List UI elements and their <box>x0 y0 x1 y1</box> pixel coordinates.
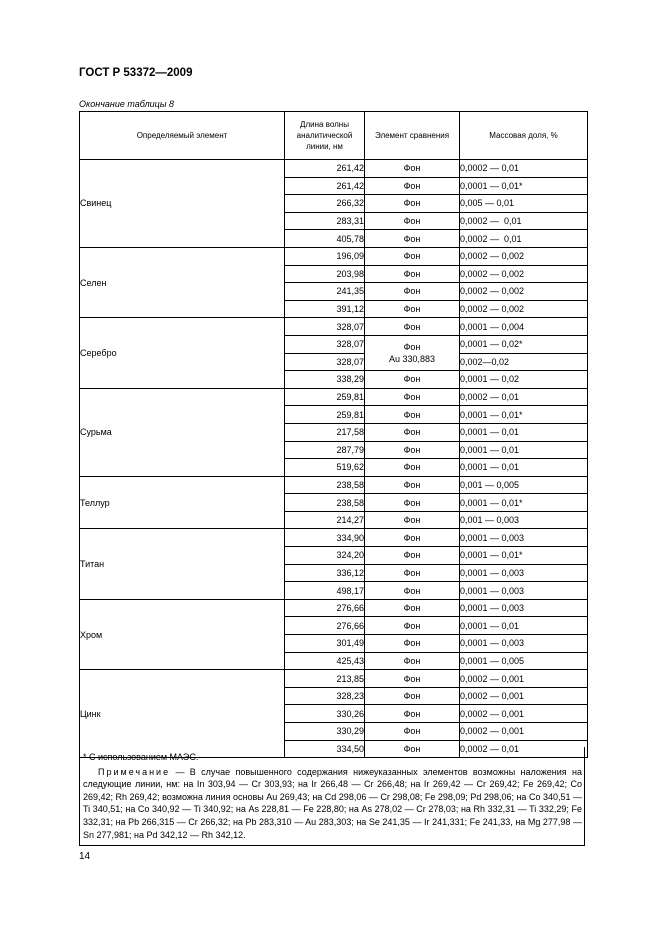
table-caption: Окончание таблицы 8 <box>79 99 174 109</box>
reference-cell: Фон <box>365 582 460 600</box>
reference-cell: Фон <box>365 300 460 318</box>
wavelength-cell: 324,20 <box>285 547 365 565</box>
reference-cell: Фон Au 330,883 <box>365 335 460 370</box>
mass-fraction-cell: 0,0001 — 0,003 <box>460 564 588 582</box>
mass-fraction-cell: 0,002—0,02 <box>460 353 588 371</box>
wavelength-cell: 261,42 <box>285 160 365 178</box>
mass-fraction-cell: 0,0002 — 0,001 <box>460 670 588 688</box>
mass-fraction-cell: 0,0001 — 0,02* <box>460 335 588 353</box>
wavelength-cell: 241,35 <box>285 283 365 301</box>
element-name: Цинк <box>80 670 285 758</box>
wavelength-cell: 498,17 <box>285 582 365 600</box>
mass-fraction-cell: 0,0001 — 0,004 <box>460 318 588 336</box>
reference-cell: Фон <box>365 406 460 424</box>
reference-cell: Фон <box>365 160 460 178</box>
document-header: ГОСТ Р 53372—2009 <box>79 67 193 79</box>
reference-cell: Фон <box>365 740 460 758</box>
element-name: Титан <box>80 529 285 599</box>
wavelength-cell: 214,27 <box>285 511 365 529</box>
mass-fraction-cell: 0,005 — 0,01 <box>460 195 588 213</box>
reference-cell: Фон <box>365 247 460 265</box>
wavelength-cell: 405,78 <box>285 230 365 248</box>
footnote-star: * С использованием МАЭС. <box>83 752 199 762</box>
wavelength-cell: 338,29 <box>285 371 365 389</box>
table-row <box>80 388 588 406</box>
wavelength-cell: 328,07 <box>285 353 365 371</box>
wavelength-cell: 330,29 <box>285 723 365 741</box>
header-wavelength: Длина волны аналитической линии, нм <box>285 112 365 160</box>
mass-fraction-cell: 0,0002 — 0,01 <box>460 160 588 178</box>
wavelength-cell: 328,07 <box>285 318 365 336</box>
mass-fraction-cell: 0,0001 — 0,01* <box>460 406 588 424</box>
wavelength-cell: 336,12 <box>285 564 365 582</box>
wavelength-cell: 287,79 <box>285 441 365 459</box>
wavelength-cell: 391,12 <box>285 300 365 318</box>
table-row <box>80 529 588 547</box>
reference-cell: Фон <box>365 212 460 230</box>
wavelength-cell: 283,31 <box>285 212 365 230</box>
reference-cell: Фон <box>365 177 460 195</box>
mass-fraction-cell: 0,0001 — 0,01 <box>460 459 588 477</box>
note-text: — В случае повышенного содержания нижеуказанных элементов возможны наложения на следующие линии, нм: на In 303,94 — Cr 303,93; на Ir 266,48 — Cr 266,48; на Ir 269,42 — Cr 269,42; Fe 269,42; Co 269,42; Rh 269,42; возможна линия основы Au 269,43; на Cd 298,06 — Cr 298,08; Fe 298,09; Pd 298,06; на Co 340,51 — Ti 340,51; на Co 340,92 — Ti 340,92; на As 228,81 — Fe 228,80; на As 278,02 — Cr 278,03; на Rh 332,31 — Ti 332,29; Fe 332,31; на Pb 266,315 — Cr 266,32; на Pb 283,310 — Au 283,303; на Se 241,35 — Ir 241,331; Fe 241,33, на Mg 277,98 — Sn 277,981; на Pd 342,12 — Rh 342,12. <box>83 766 582 840</box>
mass-fraction-cell: 0,0002 — 0,01 <box>460 230 588 248</box>
header-reference: Элемент сравнения <box>365 112 460 160</box>
wavelength-cell: 196,09 <box>285 247 365 265</box>
reference-cell: Фон <box>365 687 460 705</box>
element-name: Серебро <box>80 318 285 388</box>
wavelength-cell: 276,66 <box>285 617 365 635</box>
reference-cell: Фон <box>365 441 460 459</box>
table-footnotes <box>79 747 585 846</box>
mass-fraction-cell: 0,0001 — 0,003 <box>460 599 588 617</box>
reference-cell: Фон <box>365 371 460 389</box>
wavelength-cell: 217,58 <box>285 423 365 441</box>
mass-fraction-cell: 0,0002 — 0,01 <box>460 388 588 406</box>
element-name: Сурьма <box>80 388 285 476</box>
mass-fraction-cell: 0,0001 — 0,01 <box>460 423 588 441</box>
wavelength-cell: 334,50 <box>285 740 365 758</box>
wavelength-cell: 334,90 <box>285 529 365 547</box>
mass-fraction-cell: 0,0001 — 0,01* <box>460 494 588 512</box>
header-element: Определяемый элемент <box>80 112 285 160</box>
table-row <box>80 599 588 617</box>
mass-fraction-cell: 0,0002 — 0,01 <box>460 740 588 758</box>
reference-cell: Фон <box>365 635 460 653</box>
mass-fraction-cell: 0,0001 — 0,01 <box>460 441 588 459</box>
table-row <box>80 247 588 265</box>
reference-cell: Фон <box>365 318 460 336</box>
mass-fraction-cell: 0,0001 — 0,01* <box>460 177 588 195</box>
table-body <box>80 160 588 758</box>
reference-cell: Фон <box>365 230 460 248</box>
mass-fraction-cell: 0,0002 — 0,001 <box>460 723 588 741</box>
mass-fraction-cell: 0,0001 — 0,02 <box>460 371 588 389</box>
reference-cell: Фон <box>365 459 460 477</box>
wavelength-cell: 213,85 <box>285 670 365 688</box>
wavelength-cell: 203,98 <box>285 265 365 283</box>
mass-fraction-cell: 0,0002 — 0,001 <box>460 687 588 705</box>
mass-fraction-cell: 0,001 — 0,005 <box>460 476 588 494</box>
reference-cell: Фон <box>365 652 460 670</box>
mass-fraction-cell: 0,0001 — 0,003 <box>460 635 588 653</box>
mass-fraction-cell: 0,0001 — 0,003 <box>460 529 588 547</box>
reference-cell: Фон <box>365 670 460 688</box>
wavelength-cell: 425,43 <box>285 652 365 670</box>
wavelength-cell: 328,07 <box>285 335 365 353</box>
wavelength-cell: 328,23 <box>285 687 365 705</box>
wavelength-cell: 330,26 <box>285 705 365 723</box>
mass-fraction-cell: 0,0001 — 0,01* <box>460 547 588 565</box>
reference-cell: Фон <box>365 564 460 582</box>
mass-fraction-cell: 0,0002 — 0,002 <box>460 247 588 265</box>
table-row <box>80 670 588 688</box>
reference-cell: Фон <box>365 265 460 283</box>
reference-cell: Фон <box>365 388 460 406</box>
element-name: Селен <box>80 247 285 317</box>
element-name: Теллур <box>80 476 285 529</box>
reference-cell: Фон <box>365 529 460 547</box>
table-row <box>80 160 588 178</box>
mass-fraction-cell: 0,0001 — 0,003 <box>460 582 588 600</box>
note-label: Примечание <box>98 766 171 777</box>
wavelength-cell: 301,49 <box>285 635 365 653</box>
reference-cell: Фон <box>365 547 460 565</box>
data-table <box>79 111 588 758</box>
wavelength-cell: 276,66 <box>285 599 365 617</box>
wavelength-cell: 259,81 <box>285 388 365 406</box>
page-number: 14 <box>79 851 91 862</box>
wavelength-cell: 519,62 <box>285 459 365 477</box>
mass-fraction-cell: 0,0002 — 0,002 <box>460 300 588 318</box>
reference-cell: Фон <box>365 195 460 213</box>
reference-cell: Фон <box>365 511 460 529</box>
footnote-note <box>83 766 582 842</box>
wavelength-cell: 261,42 <box>285 177 365 195</box>
table-header-row <box>80 112 588 160</box>
wavelength-cell: 238,58 <box>285 476 365 494</box>
header-mass-fraction: Массовая доля, % <box>460 112 588 160</box>
element-name: Хром <box>80 599 285 669</box>
mass-fraction-cell: 0,0002 — 0,002 <box>460 265 588 283</box>
mass-fraction-cell: 0,001 — 0,003 <box>460 511 588 529</box>
mass-fraction-cell: 0,0002 — 0,01 <box>460 212 588 230</box>
reference-cell: Фон <box>365 705 460 723</box>
wavelength-cell: 238,58 <box>285 494 365 512</box>
reference-cell: Фон <box>365 423 460 441</box>
mass-fraction-cell: 0,0002 — 0,001 <box>460 705 588 723</box>
reference-cell: Фон <box>365 494 460 512</box>
table-row <box>80 318 588 336</box>
reference-cell: Фон <box>365 476 460 494</box>
mass-fraction-cell: 0,0001 — 0,01 <box>460 617 588 635</box>
reference-cell: Фон <box>365 599 460 617</box>
mass-fraction-cell: 0,0002 — 0,002 <box>460 283 588 301</box>
reference-cell: Фон <box>365 617 460 635</box>
wavelength-cell: 259,81 <box>285 406 365 424</box>
reference-cell: Фон <box>365 723 460 741</box>
element-name: Свинец <box>80 160 285 248</box>
reference-cell: Фон <box>365 283 460 301</box>
wavelength-cell: 266,32 <box>285 195 365 213</box>
mass-fraction-cell: 0,0001 — 0,005 <box>460 652 588 670</box>
table-row <box>80 476 588 494</box>
